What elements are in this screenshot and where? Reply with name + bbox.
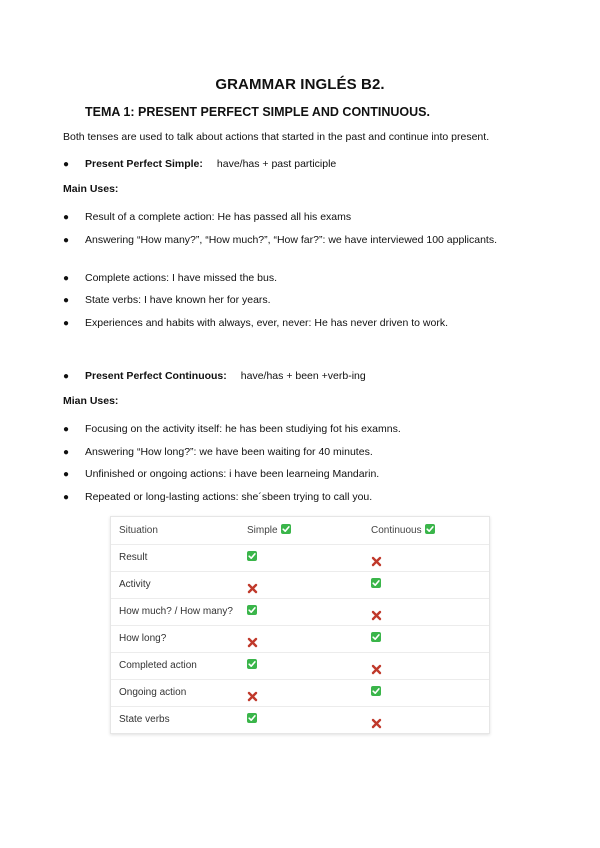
table-row — [111, 571, 489, 599]
cell-continuous — [371, 706, 382, 733]
table-row — [111, 598, 489, 626]
list-item — [63, 293, 515, 308]
list-item-text: Result of a complete action: He has passed all his exams — [85, 211, 352, 223]
list-item-text: Complete actions: I have missed the bus. — [85, 272, 278, 284]
cell-situation: Completed action — [119, 660, 197, 671]
check-icon — [247, 659, 257, 669]
cross-icon — [371, 551, 382, 562]
table-row — [111, 706, 489, 733]
list-item-text: State verbs: I have known her for years. — [85, 294, 271, 306]
cross-icon — [247, 578, 258, 589]
cell-situation: How long? — [119, 633, 167, 644]
bullet-dot-icon: ● — [63, 318, 70, 329]
cell-simple — [247, 706, 257, 733]
bullet-dot-icon: ● — [63, 492, 70, 503]
check-icon — [247, 713, 257, 723]
cell-continuous — [371, 544, 382, 571]
list-item-text: Unfinished or ongoing actions: i have been learneing Mandarin. — [85, 468, 380, 480]
list-item — [63, 422, 515, 437]
bullet-dot-icon: ● — [63, 424, 70, 435]
cell-simple — [247, 625, 258, 652]
list-item-text: Answering “How many?”, “How much?”, “How far?”: we have interviewed 100 applicants. — [85, 234, 498, 246]
topic-heading: TEMA 1: PRESENT PERFECT SIMPLE AND CONTINUOUS. — [85, 105, 430, 119]
header-continuous: Continuous — [371, 517, 435, 544]
list-item — [63, 467, 515, 482]
list-item — [63, 316, 515, 331]
cross-icon — [371, 659, 382, 670]
cross-icon — [247, 686, 258, 697]
cell-simple — [247, 571, 258, 598]
cell-simple — [247, 544, 257, 571]
section1-heading-bullet — [63, 157, 515, 172]
cross-icon — [247, 632, 258, 643]
table-row — [111, 625, 489, 653]
cell-situation: State verbs — [119, 714, 170, 725]
bullet-dot-icon: ● — [63, 371, 70, 382]
check-icon — [247, 605, 257, 615]
cross-icon — [371, 605, 382, 616]
table-row — [111, 544, 489, 572]
intro-paragraph: Both tenses are used to talk about actions that started in the past and continue into present. — [63, 131, 490, 143]
list-item — [63, 490, 515, 505]
cell-continuous — [371, 652, 382, 679]
comparison-table — [110, 516, 490, 734]
header-simple: Simple — [247, 517, 291, 544]
check-icon — [247, 551, 257, 561]
section2-heading-bullet — [63, 369, 515, 384]
list-item-text: Focusing on the activity itself: he has been studiying fot his examns. — [85, 423, 401, 435]
bullet-dot-icon: ● — [63, 295, 70, 306]
bullet-dot-icon: ● — [63, 212, 70, 223]
bullet-dot-icon: ● — [63, 235, 70, 246]
cell-continuous — [371, 625, 381, 652]
list-item — [63, 445, 515, 460]
cell-situation: How much? / How many? — [119, 606, 233, 617]
cell-continuous — [371, 571, 381, 598]
list-item — [63, 233, 515, 248]
section2-uses-label: Mian Uses: — [63, 395, 119, 407]
bullet-dot-icon: ● — [63, 447, 70, 458]
header-situation: Situation — [119, 525, 158, 536]
section2-formula: have/has + been +verb-ing — [240, 370, 366, 382]
cell-simple — [247, 598, 257, 625]
list-item — [63, 210, 515, 225]
list-item — [63, 271, 515, 286]
list-item-text: Repeated or long-lasting actions: she´sbeen trying to call you. — [85, 491, 373, 503]
check-icon — [281, 524, 291, 534]
bullet-dot-icon: ● — [63, 159, 70, 170]
list-item-text: Answering “How long?”: we have been waiting for 40 minutes. — [85, 446, 373, 458]
check-icon — [371, 632, 381, 642]
cell-situation: Activity — [119, 579, 151, 590]
bullet-dot-icon: ● — [63, 273, 70, 284]
section1-formula: have/has + past participle — [216, 158, 337, 170]
cell-situation: Result — [119, 552, 148, 563]
cell-continuous — [371, 598, 382, 625]
cell-continuous — [371, 679, 381, 706]
cell-situation: Ongoing action — [119, 687, 187, 698]
section2-heading: Present Perfect Continuous: — [85, 370, 227, 382]
bullet-dot-icon: ● — [63, 469, 70, 480]
section1-heading: Present Perfect Simple: — [85, 158, 203, 170]
table-row — [111, 679, 489, 707]
page-title: GRAMMAR INGLÉS B2. — [215, 76, 385, 93]
list-item-text: Experiences and habits with always, ever, never: He has never driven to work. — [85, 317, 449, 329]
table-header-row — [111, 517, 489, 545]
section1-uses-label: Main Uses: — [63, 183, 119, 195]
cell-simple — [247, 652, 257, 679]
check-icon — [425, 524, 435, 534]
check-icon — [371, 686, 381, 696]
check-icon — [371, 578, 381, 588]
cross-icon — [371, 713, 382, 724]
table-row — [111, 652, 489, 680]
cell-simple — [247, 679, 258, 706]
